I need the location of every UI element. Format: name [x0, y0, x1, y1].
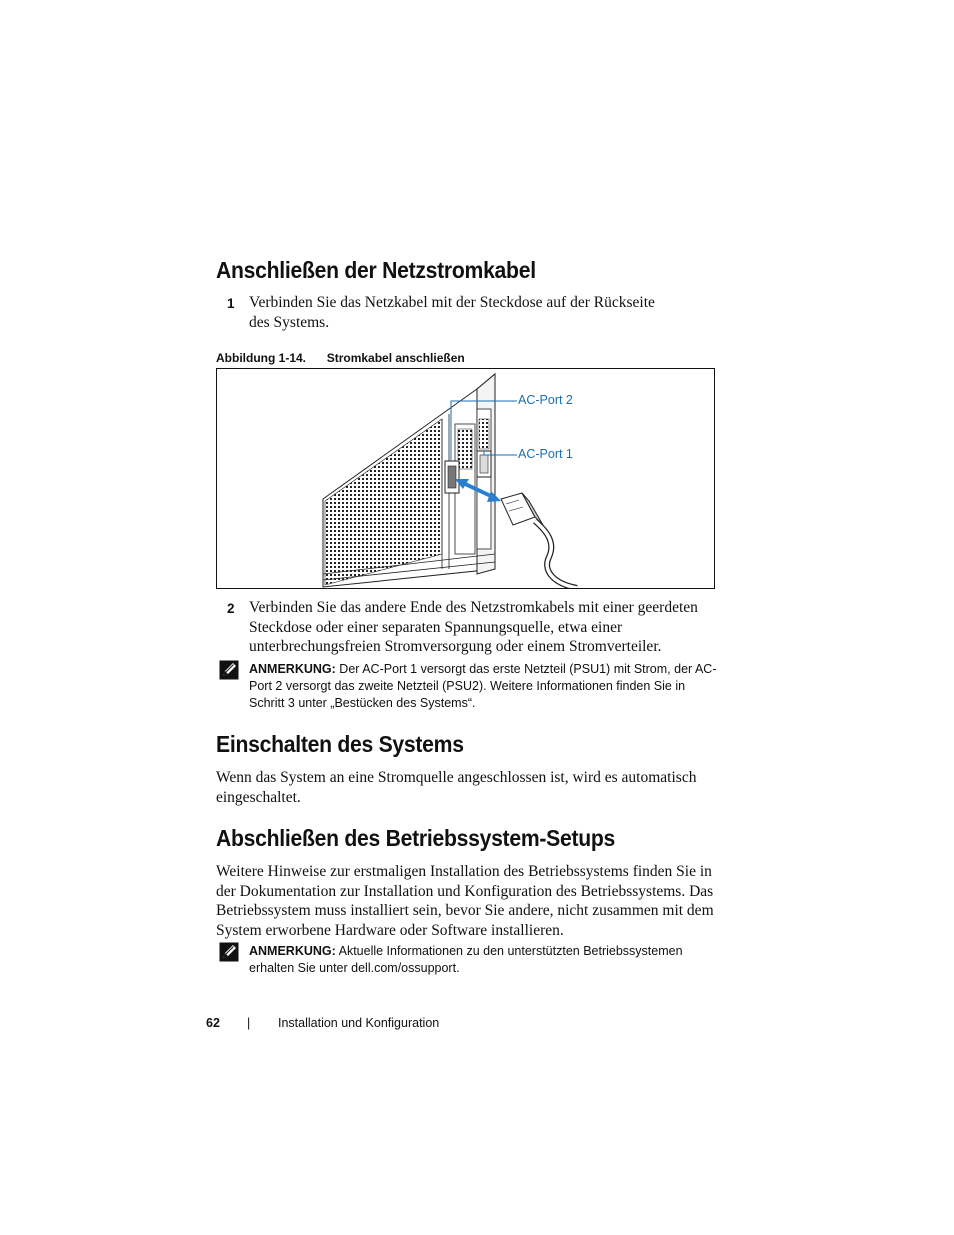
step-number: 2 — [227, 601, 235, 616]
figure-caption-title: Stromkabel anschließen — [326, 351, 465, 365]
step-number: 1 — [227, 296, 235, 311]
paragraph: Weitere Hinweise zur erstmaligen Installation des Betriebssystems finden Sie in der Dokumentation zur Installation und Konfiguration des Betriebssystems. Das Betriebssystem muss installiert sein, bevor Sie andere, nicht zusammen mit dem System erworbene Hardware oder Software installieren. — [216, 863, 714, 939]
note-text: Aktuelle Informationen zu den unterstützten Betriebssystemen erhalten Sie unter — [249, 944, 683, 975]
section-heading-power-on: Einschalten des Systems — [216, 731, 464, 757]
callout-ac-port-1: AC-Port 1 — [518, 447, 573, 461]
step-text: Verbinden Sie das Netzkabel mit der Steckdose auf der Rückseite des Systems. — [249, 294, 655, 331]
note-text: Der AC-Port 1 versorgt das erste Netzteil (PSU1) mit Strom, der AC-Port 2 versorgt das zweite Netzteil (PSU2). Weitere Informationen finden Sie in Schritt 3 unter „Bestücken des Systems“. — [249, 662, 717, 710]
footer-separator: | — [247, 1016, 251, 1030]
note-box — [249, 943, 709, 977]
note-pencil-icon — [219, 660, 239, 680]
figure-caption — [216, 351, 465, 365]
figure-caption-label: Abbildung 1-14. — [216, 351, 306, 365]
section-heading-os-setup: Abschließen des Betriebssystem-Setups — [216, 825, 616, 851]
callout-ac-port-2: AC-Port 2 — [518, 393, 573, 407]
note-label: ANMERKUNG: — [249, 662, 336, 676]
figure-power-cable — [216, 368, 715, 589]
note-text-end: . — [456, 961, 460, 975]
ossupport-link[interactable]: dell.com/ossupport — [351, 961, 457, 975]
footer-chapter: Installation und Konfiguration — [278, 1016, 440, 1030]
page-number: 62 — [206, 1016, 220, 1030]
note-label: ANMERKUNG: — [249, 944, 336, 958]
section-heading-power-cables: Anschließen der Netzstromkabel — [216, 257, 536, 283]
power-cable-illustration — [217, 369, 714, 588]
step-text: Verbinden Sie das andere Ende des Netzstromkabels mit einer geerdeten Steckdose oder einer separaten Spannungsquelle, etwa einer unterbrechungsfreien Stromversorgung oder einem Stromverteiler. — [249, 599, 698, 655]
note-box — [249, 661, 721, 712]
paragraph: Wenn das System an eine Stromquelle angeschlossen ist, wird es automatisch eingeschaltet. — [216, 769, 697, 806]
note-pencil-icon — [219, 942, 239, 962]
